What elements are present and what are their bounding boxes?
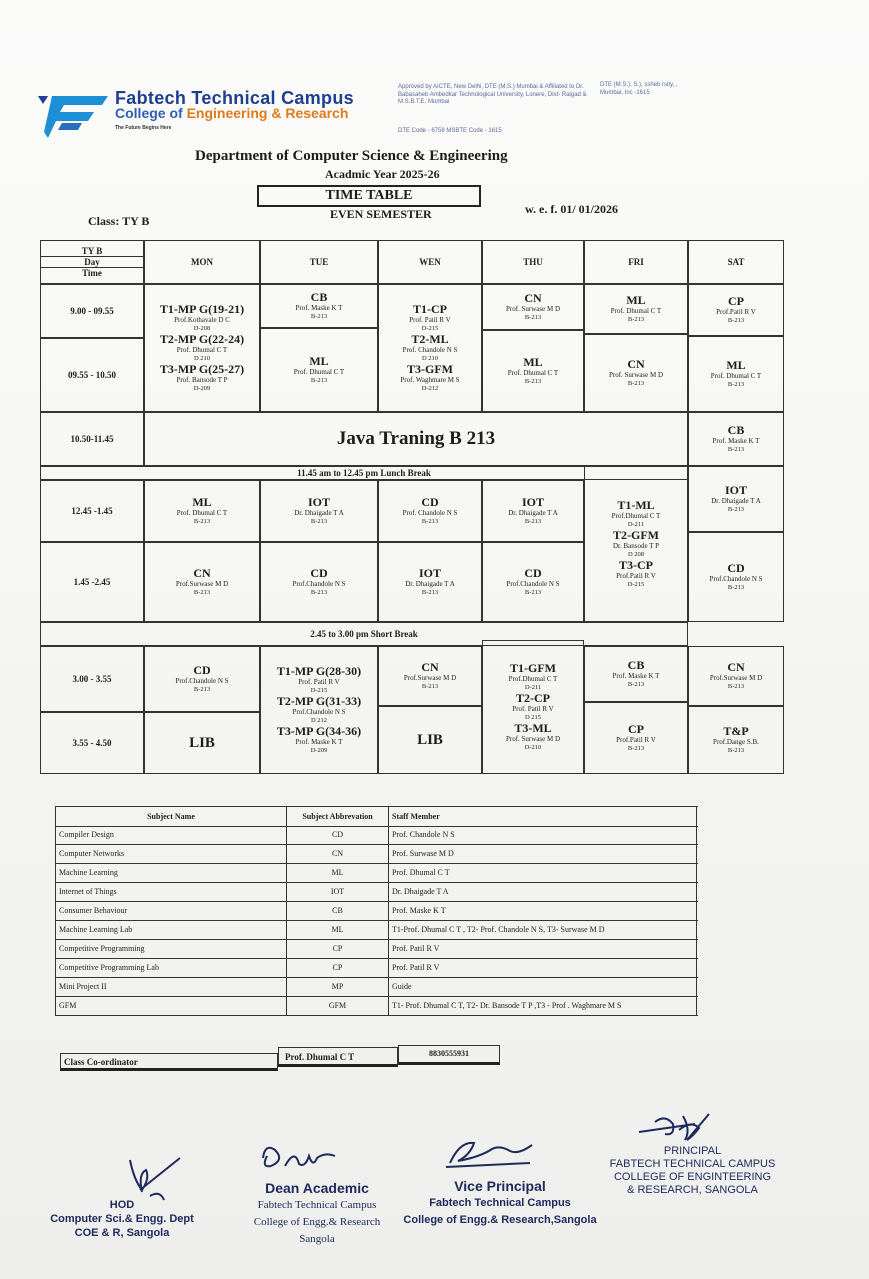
faculty-name: Prof.Dhumal C T	[611, 512, 661, 520]
department-title: Department of Computer Science & Engineering	[195, 148, 508, 164]
subject-code: CD	[193, 663, 211, 677]
subject-code: T2-MP G(22-24)	[159, 332, 245, 346]
slot-wen4	[378, 480, 482, 542]
subject-code: CN	[421, 660, 439, 674]
approval-text-right: DTE (M.S.), S.), ssheb rsity, , Mumbai, Inc -1615	[600, 82, 678, 96]
slot-sat3	[688, 412, 784, 466]
institute-tagline: The Future Begins Here	[115, 125, 172, 131]
room-number: D-211	[627, 521, 645, 528]
slot-tue2	[260, 328, 378, 412]
subject-table-row	[56, 958, 698, 978]
slot-sat7	[688, 706, 784, 774]
subject-code: T1-MP G(19-21)	[159, 302, 245, 316]
subject-code: ML	[626, 293, 646, 307]
faculty-name: Prof. Patil R V	[409, 316, 451, 324]
subject-abbr-cell: CN	[286, 844, 388, 863]
subject-code: CN	[727, 660, 745, 674]
faculty-name: Prof. Surwase M D	[505, 735, 561, 743]
subject-table-row	[56, 882, 698, 902]
dean-campus: Fabtech Technical Campus	[257, 1199, 377, 1211]
subject-abbr-cell: CB	[286, 901, 388, 920]
faculty-name: Dr. Dhaigade T A	[711, 497, 761, 505]
subject-code: T3-GFM	[407, 362, 453, 376]
subject-abbr-cell: ML	[286, 863, 388, 882]
subject-abbr-cell: CP	[286, 939, 388, 958]
class-label: Class: TY B	[88, 214, 150, 228]
institute-name: Fabtech Technical Campus	[115, 88, 354, 108]
room-number: B-213	[727, 747, 745, 754]
subject-table-row	[56, 825, 698, 845]
staff-member-cell: Prof. Dhumal C T	[388, 863, 698, 882]
slot-wen6	[378, 646, 482, 706]
slot-sat5	[688, 532, 784, 622]
time-slot-4: 12.45 -1.45	[40, 480, 144, 542]
room-number: B-213	[727, 506, 745, 513]
subject-name-cell: Competitive Programming Lab	[59, 963, 159, 972]
room-number: D-215	[627, 581, 645, 588]
room-number: B-213	[627, 745, 645, 752]
room-number: D 215	[524, 714, 542, 721]
room-number: D-209	[310, 747, 328, 754]
slot-fri2	[584, 334, 688, 412]
subject-code: CN	[627, 357, 645, 371]
slot-wen7	[378, 706, 482, 774]
slot-sat1	[688, 284, 784, 336]
vp-title: Vice Principal	[454, 1178, 546, 1194]
vp-signature-icon	[440, 1135, 540, 1173]
slot-mon7	[144, 712, 260, 774]
fabtech-logo-icon	[38, 92, 110, 142]
room-number: D 210	[421, 355, 439, 362]
room-number: B-213	[310, 377, 328, 384]
subject-code: CN	[524, 291, 542, 305]
institute-sub-highlight: Engineering & Research	[186, 105, 349, 121]
subject-table-row	[56, 863, 698, 883]
subject-code: CD	[524, 566, 542, 580]
subject-code: T3-CP	[619, 558, 653, 572]
faculty-name: Prof. Dhumal C T	[176, 346, 228, 354]
faculty-name: Prof. Chandole N S	[402, 346, 458, 354]
room-number: D-209	[193, 385, 211, 392]
dean-city: Sangola	[299, 1233, 335, 1245]
faculty-name: Dr. Dhaigade T A	[508, 509, 558, 517]
subject-code: T3-ML	[514, 721, 552, 735]
faculty-name: Prof. Maske K T	[612, 672, 660, 680]
subject-code: LIB	[189, 734, 215, 751]
corner-header	[40, 240, 144, 284]
room-number: B-213	[524, 589, 542, 596]
subject-code: T&P	[723, 724, 749, 738]
java-training-block: Java Traning B 213	[144, 412, 688, 466]
subject-code: T1-MP G(28-30)	[276, 664, 362, 678]
coordinator-label: Class Co-ordinator	[60, 1053, 278, 1071]
slot-tue4	[260, 480, 378, 542]
subject-code: T1-ML	[617, 498, 655, 512]
subject-table-row	[56, 901, 698, 921]
room-number: B-213	[727, 317, 745, 324]
hod-college: COE & R, Sangola	[74, 1227, 170, 1239]
faculty-name: Dr. Dhaigade T A	[405, 580, 455, 588]
academic-year: Acadmic Year 2025-26	[325, 167, 440, 181]
subject-abbr-cell: CP	[286, 958, 388, 977]
day-header-sat: SAT	[688, 240, 784, 284]
room-number: B-213	[193, 686, 211, 693]
staff-member-cell: Prof. Maske K T	[388, 901, 698, 920]
room-number: B-213	[310, 589, 328, 596]
slot-thu6	[482, 640, 584, 774]
institute-sub-prefix: College of	[115, 105, 187, 121]
time-slot-7: 3.55 - 4.50	[40, 712, 144, 774]
faculty-name: Prof. Patil R V	[512, 705, 554, 713]
time-slot-2: 09.55 - 10.50	[40, 338, 144, 412]
subject-code: T1-CP	[413, 302, 447, 316]
coordinator-phone: 8830555931	[398, 1045, 500, 1065]
vp-signature-block	[390, 1178, 610, 1229]
faculty-name: Prof.Surwase M D	[709, 674, 763, 682]
subject-name-cell: Subject Name	[147, 812, 195, 821]
principal-campus: FABTECH TECHNICAL CAMPUS	[609, 1158, 776, 1170]
dean-title: Dean Academic	[265, 1180, 369, 1196]
principal-city: & RESEARCH, SANGOLA	[627, 1184, 758, 1196]
faculty-name: Prof.Patil R V	[616, 572, 656, 580]
faculty-name: Prof.Dange S.B.	[713, 738, 759, 746]
subject-code: CD	[310, 566, 328, 580]
faculty-name: Prof.Kothavale D C	[174, 316, 230, 324]
timetable-grid	[40, 240, 784, 774]
faculty-name: Prof.Chandole N S	[506, 580, 560, 588]
time-slot-5: 1.45 -2.45	[40, 542, 144, 622]
institute-subtitle	[115, 105, 348, 121]
day-header-thu: THU	[482, 240, 584, 284]
room-number: B-213	[627, 681, 645, 688]
room-number: D-215	[310, 687, 328, 694]
coordinator-name: Prof. Dhumal C T	[278, 1047, 398, 1067]
hod-signature-block	[22, 1198, 222, 1240]
subject-code: ML	[726, 358, 746, 372]
day-header-fri: FRI	[584, 240, 688, 284]
slot-wen5	[378, 542, 482, 622]
room-number: B-213	[524, 378, 542, 385]
subject-table-row	[56, 939, 698, 959]
semester-label: EVEN SEMESTER	[330, 207, 432, 221]
subject-table-row	[56, 920, 698, 940]
slot-fri1	[584, 284, 688, 334]
subject-table-row	[56, 996, 698, 1016]
staff-member-cell: Staff Member	[388, 807, 698, 826]
subject-code: ML	[309, 354, 329, 368]
hod-signature-icon	[120, 1150, 190, 1205]
room-number: D-210	[524, 744, 542, 751]
staff-member-cell: Guide	[388, 977, 698, 996]
day-header-tue: TUE	[260, 240, 378, 284]
subject-table	[55, 806, 697, 1016]
subject-code: T2-CP	[516, 691, 550, 705]
slot-mon6	[144, 646, 260, 712]
subject-code: T2-MP G(31-33)	[276, 694, 362, 708]
faculty-name: Prof. Dhumal C T	[507, 369, 559, 377]
effective-date: w. e. f. 01/ 01/2026	[525, 202, 618, 216]
room-number: B-213	[421, 683, 439, 690]
vp-campus: Fabtech Technical Campus	[429, 1197, 571, 1209]
subject-code: IOT	[307, 495, 330, 509]
subject-table-row	[56, 844, 698, 864]
room-number: B-213	[727, 584, 745, 591]
room-number: B-213	[727, 381, 745, 388]
hod-dept: Computer Sci.& Engg. Dept	[50, 1213, 194, 1225]
slot-mon4	[144, 480, 260, 542]
subject-abbr-cell: MP	[286, 977, 388, 996]
slot-thu5	[482, 542, 584, 622]
dean-signature-icon	[255, 1138, 345, 1178]
room-number: B-213	[727, 446, 745, 453]
corner-day: Day	[41, 257, 143, 268]
staff-member-cell: Prof. Patil R V	[388, 939, 698, 958]
subject-table-row	[56, 977, 698, 997]
faculty-name: Prof. Maske K T	[712, 437, 760, 445]
staff-member-cell: T1-Prof. Dhumal C T , T2- Prof. Chandole N S, T3- Surwase M D	[388, 920, 698, 939]
faculty-name: Prof. Maske K T	[295, 738, 343, 746]
faculty-name: Prof.Patil R V	[716, 308, 756, 316]
subject-code: IOT	[418, 566, 441, 580]
faculty-name: Prof. Waghmare M S	[400, 376, 460, 384]
short-break-banner: 2.45 to 3.00 pm Short Break	[40, 622, 688, 646]
faculty-name: Prof.Patil R V	[616, 736, 656, 744]
slot-wen1	[378, 284, 482, 412]
room-number: B-213	[310, 518, 328, 525]
principal-seal	[590, 1145, 795, 1197]
faculty-name: Prof. Surwase M D	[505, 305, 561, 313]
day-header-wen: WEN	[378, 240, 482, 284]
slot-thu1	[482, 284, 584, 330]
subject-code: T3-MP G(25-27)	[159, 362, 245, 376]
room-number: D-215	[421, 325, 439, 332]
slot-tue5	[260, 542, 378, 622]
document-title: TIME TABLE	[257, 185, 481, 207]
subject-abbr-cell: GFM	[286, 996, 388, 1015]
faculty-name: Dr. Bansode T P	[612, 542, 660, 550]
subject-code: CB	[727, 423, 745, 437]
slot-sat4	[688, 466, 784, 532]
principal-college: COLLEGE OF ENGINTEERING	[613, 1171, 772, 1183]
subject-code: T1-GFM	[510, 661, 556, 675]
dean-signature-block	[222, 1180, 412, 1248]
room-number: B-213	[421, 518, 439, 525]
slot-sat2	[688, 336, 784, 412]
subject-code: CB	[627, 658, 645, 672]
room-number: D 210	[193, 355, 211, 362]
subject-code: ML	[192, 495, 212, 509]
time-slot-3: 10.50-11.45	[40, 412, 144, 466]
slot-mon5	[144, 542, 260, 622]
slot-fri7	[584, 702, 688, 774]
dean-college: College of Engg.& Research	[253, 1216, 381, 1228]
staff-member-cell: Prof. Patil R V	[388, 958, 698, 977]
class-coordinator	[60, 1045, 500, 1071]
staff-member-cell: Prof. Chandole N S	[388, 825, 698, 844]
day-header-mon: MON	[144, 240, 260, 284]
room-number: B-213	[421, 589, 439, 596]
room-number: B-213	[193, 589, 211, 596]
faculty-name: Prof.Surwase M D	[403, 674, 457, 682]
room-number: B-213	[524, 314, 542, 321]
faculty-name: Prof.Chandole N S	[292, 708, 346, 716]
slot-mon1	[144, 284, 260, 412]
corner-class: TY B	[41, 246, 143, 257]
subject-code: CP	[628, 722, 644, 736]
room-number: D-208	[193, 325, 211, 332]
room-number: B-213	[524, 518, 542, 525]
faculty-name: Prof.Chandole N S	[709, 575, 763, 583]
subject-code: CP	[728, 294, 744, 308]
slot-tue1	[260, 284, 378, 328]
faculty-name: Prof. Bansode T P	[176, 376, 228, 384]
faculty-name: Prof. Surwase M D	[608, 371, 664, 379]
faculty-name: Prof. Chandole N S	[402, 509, 458, 517]
room-number: B-213	[627, 380, 645, 387]
staff-member-cell: Prof. Surwase M D	[388, 844, 698, 863]
room-number: D-211	[524, 684, 542, 691]
faculty-name: Prof. Dhumal C T	[710, 372, 762, 380]
faculty-name: Prof.Surwase M D	[175, 580, 229, 588]
subject-code: T3-MP G(34-36)	[276, 724, 362, 738]
slot-sat6	[688, 646, 784, 706]
principal-title: PRINCIPAL	[663, 1145, 722, 1157]
subject-abbr-cell: Subject Abbrevation	[286, 807, 388, 826]
corner-time: Time	[82, 268, 102, 278]
room-number: B-213	[193, 518, 211, 525]
subject-code: CD	[421, 495, 439, 509]
institute-codes: DTE Code - 6758 MSBTE Code - 1615	[398, 128, 502, 134]
slot-tue6	[260, 646, 378, 774]
room-number: D 208	[627, 551, 645, 558]
subject-code: CD	[727, 561, 745, 575]
slot-thu2	[482, 330, 584, 412]
faculty-name: Dr. Dhaigade T A	[294, 509, 344, 517]
subject-name-cell: Machine Learning	[59, 868, 118, 877]
vp-college: College of Engg.& Research,Sangola	[403, 1214, 597, 1226]
time-slot-1: 9.00 - 09.55	[40, 284, 144, 338]
subject-name-cell: GFM	[59, 1001, 77, 1010]
subject-code: IOT	[724, 483, 747, 497]
subject-code: ML	[523, 355, 543, 369]
subject-code: T2-ML	[411, 332, 449, 346]
subject-code: CN	[193, 566, 211, 580]
slot-thu4	[482, 480, 584, 542]
subject-code: LIB	[417, 731, 443, 748]
staff-member-cell: Dr. Dhaigade T A	[388, 882, 698, 901]
staff-member-cell: T1- Prof. Dhumal C T, T2- Dr. Bansode T P ,T3 - Prof . Waghmare M S	[388, 996, 698, 1015]
subject-abbr-cell: ML	[286, 920, 388, 939]
subject-name-cell: Computer Networks	[59, 849, 125, 858]
room-number: B-213	[627, 316, 645, 323]
faculty-name: Prof. Patil R V	[298, 678, 340, 686]
faculty-name: Prof. Dhumal C T	[176, 509, 228, 517]
lunch-break-banner: 11.45 am to 12.45 pm Lunch Break	[40, 466, 688, 480]
subject-code: T2-GFM	[613, 528, 659, 542]
subject-name-cell: Internet of Things	[59, 887, 117, 896]
subject-abbr-cell: IOT	[286, 882, 388, 901]
subject-table-header	[56, 806, 698, 827]
room-number: B-213	[727, 683, 745, 690]
slot-fri6	[584, 646, 688, 702]
room-number: D 212	[310, 717, 328, 724]
room-number: D-212	[421, 385, 439, 392]
subject-code: IOT	[521, 495, 544, 509]
faculty-name: Prof.Chandole N S	[175, 677, 229, 685]
slot-fri4	[584, 466, 688, 622]
principal-signature-icon	[635, 1110, 715, 1150]
subject-name-cell: Machine Learning Lab	[59, 925, 133, 934]
faculty-name: Prof.Dhumal C T	[508, 675, 558, 683]
subject-abbr-cell: CD	[286, 825, 388, 844]
faculty-name: Prof. Maske K T	[295, 304, 343, 312]
subject-name-cell: Mini Project II	[59, 982, 107, 991]
time-slot-6: 3.00 - 3.55	[40, 646, 144, 712]
room-number: B-213	[310, 313, 328, 320]
subject-name-cell: Consumer Behaviour	[59, 906, 128, 915]
subject-name-cell: Compiler Design	[59, 830, 114, 839]
faculty-name: Prof.Chandole N S	[292, 580, 346, 588]
approval-text: Approved by AICTE, New Delhi, DTE (M.S.) Mumbai & Affiliated to Dr. Babasaheb Ambedkar Technological University, Lonere, Dist- Raigad & M.S.B.T.E. Mumbai	[398, 84, 587, 105]
hod-title: HOD	[109, 1199, 135, 1211]
faculty-name: Prof. Dhumal C T	[293, 368, 345, 376]
faculty-name: Prof. Dhumal C T	[610, 307, 662, 315]
subject-name-cell: Competitive Programming	[59, 944, 145, 953]
subject-code: CB	[310, 290, 328, 304]
